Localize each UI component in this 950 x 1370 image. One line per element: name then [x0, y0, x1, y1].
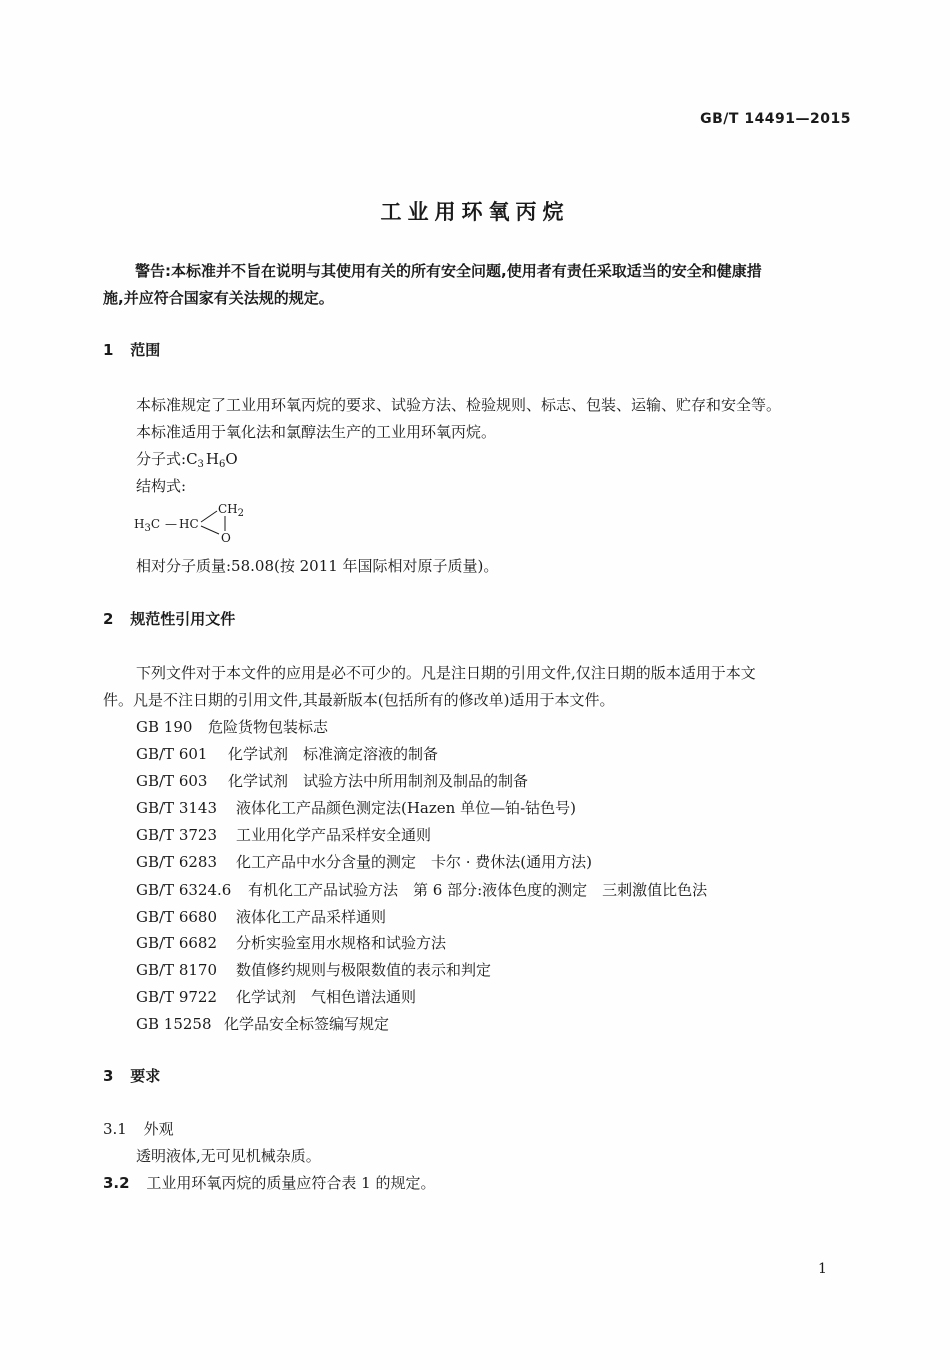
standard-code: GB/T 14491—2015: [700, 111, 851, 127]
section3-2-number: 3.2: [103, 1174, 130, 1192]
page-number: 1: [818, 1261, 827, 1277]
section1-title: 范围: [130, 341, 161, 359]
reference-item: GB/T 3143 液体化工产品颜色测定法(Hazen 单位—铂-钴色号): [136, 799, 577, 817]
warning-line2: 施,并应符合国家有关法规的规定。: [103, 289, 334, 307]
section2-heading: [103, 609, 235, 629]
molecular-formula: 分子式$:C_3$ $H_6O$: [136, 450, 238, 470]
page-title: 工业用环氧丙烷: [380, 200, 570, 224]
reference-item: GB 15258 化学品安全标签编写规定: [136, 1015, 390, 1033]
reference-item: GB/T 6680 液体化工产品采样通则: [136, 908, 387, 926]
ch2-group: $CH_2$: [218, 502, 245, 519]
oxygen-atom: O: [221, 531, 231, 545]
structure-label: 结构式:: [136, 477, 187, 495]
section2-number: 2: [103, 610, 114, 628]
section3-1-heading: [103, 1119, 174, 1139]
section1-para2: 本标准适用于氧化法和氯醇法生产的工业用环氧丙烷。: [136, 423, 497, 441]
section3-2-text: 工业用环氧丙烷的质量应符合表 1 的规定。: [146, 1174, 436, 1192]
reference-item: GB/T 9722 化学试剂 气相色谱法通则: [136, 988, 417, 1006]
structural-formula: [134, 500, 254, 548]
reference-item: GB/T 601 化学试剂 标准滴定溶液的制备: [136, 745, 439, 763]
section3-2-line: [103, 1173, 435, 1193]
section2-intro2: 件。凡是不注日期的引用文件,其最新版本(包括所有的修改单)适用于本文件。: [103, 691, 615, 709]
epoxide-ring-bonds: [198, 508, 238, 538]
section3-number: 3: [103, 1067, 114, 1085]
h3c-group: $H_3C$: [134, 517, 161, 534]
warning-line1: 警告:本标准并不旨在说明与其使用有关的所有安全问题,使用者有责任采取适当的安全和健康措: [135, 262, 762, 280]
molar-mass: 相对分子质量:58.08(按 2011 年国际相对原子质量)。: [136, 557, 499, 575]
bond-dash: —: [165, 517, 177, 531]
reference-item: GB/T 603 化学试剂 试验方法中所用制剂及制品的制备: [136, 772, 529, 790]
reference-item: GB/T 6682 分析实验室用水规格和试验方法: [136, 934, 447, 952]
reference-item: GB/T 8170 数值修约规则与极限数值的表示和判定: [136, 961, 492, 979]
section3-1-text: 透明液体,无可见机械杂质。: [136, 1147, 321, 1165]
reference-item: GB/T 6283 化工产品中水分含量的测定 卡尔 · 费休法(通用方法): [136, 853, 593, 871]
hc-group: HC: [179, 517, 199, 531]
section3-1-number: 3.1: [103, 1120, 127, 1138]
section3-title: 要求: [130, 1067, 161, 1085]
reference-item: GB/T 6324.6 有机化工产品试验方法 第 6 部分:液体色度的测定 三刺激值比色法: [136, 881, 708, 899]
section1-number: 1: [103, 341, 114, 359]
section3-heading: [103, 1066, 160, 1086]
reference-item: GB 190 危险货物包装标志: [136, 718, 329, 736]
section2-intro1: 下列文件对于本文件的应用是必不可少的。凡是注日期的引用文件,仅注日期的版本适用于本文: [136, 664, 756, 682]
section2-title: 规范性引用文件: [130, 610, 236, 628]
section1-heading: [103, 340, 160, 360]
section3-1-title: 外观: [143, 1120, 174, 1138]
reference-item: GB/T 3723 工业用化学产品采样安全通则: [136, 826, 432, 844]
section1-para1: 本标准规定了工业用环氧丙烷的要求、试验方法、检验规则、标志、包装、运输、贮存和安全等。: [136, 396, 782, 414]
